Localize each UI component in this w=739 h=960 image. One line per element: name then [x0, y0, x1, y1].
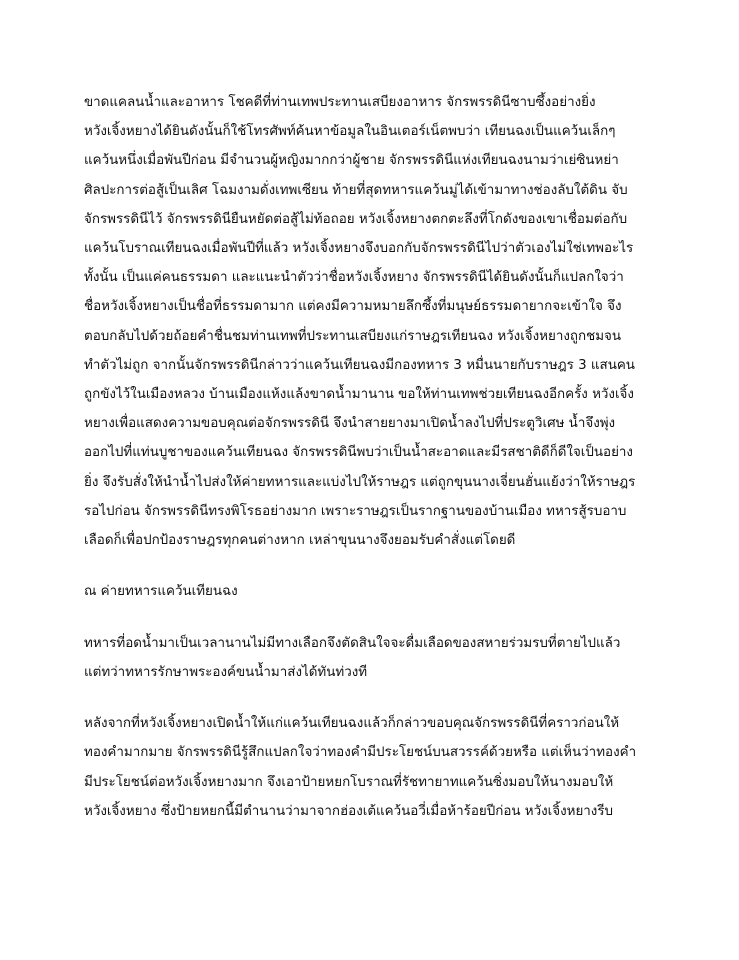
text-line: แคว้นหนึ่งเมื่อพันปีก่อน มีจำนวนผู้หญิงมากกว่าผู้ชาย จักรพรรดินีแห่งเทียนฉงนามว่าเย่ซินหย่า — [84, 153, 619, 169]
text-line: ทำตัวไม่ถูก จากนั้นจักรพรรดินีกล่าวว่าแคว้นเทียนฉงมีกองทหาร 3 หมื่นนายกับราษฎร 3 แสนคน — [84, 357, 635, 373]
text-line: ขาดแคลนน้ำและอาหาร โชคดีที่ท่านเทพประทานเสบียงอาหาร จักรพรรดินีซาบซึ้งอย่างยิ่ง — [84, 95, 596, 110]
text-line: เลือดก็เพื่อปกป้องราษฎรทุกคนต่างหาก เหล่าขุนนางจึงยอมรับคำสั่งแต่โดยดี — [84, 533, 516, 549]
text-line: ชื่อหวังเจิ้งหยางเป็นชื่อที่ธรรมดามาก แต่คงมีความหมายลึกซึ้งที่มนุษย์ธรรมดายากจะเข้าใจ จึง — [84, 299, 622, 315]
scene-heading: ณ ค่ายทหารแคว้นเทียนฉง — [84, 584, 238, 600]
paragraph-narrative — [84, 88, 679, 555]
text-line: ทั้งนั้น เป็นแค่คนธรรมดา และแนะนำตัวว่าชื่อหวังเจิ้งหยาง จักรพรรดินีได้ยินดังนั้นก็แปลกใจว่า — [84, 270, 624, 286]
text-line: ยิ่ง จึงรับสั่งให้นำน้ำไปส่งให้ค่ายทหารและแบ่งไปให้ราษฎร แต่ถูกขุนนางเจี่ยนฮั่นแย้งว่าให้ราษฎร — [84, 474, 636, 490]
text-line: หวังเจิ้งหยางได้ยินดังนั้นก็ใช้โทรศัพท์ค้นหาข้อมูลในอินเตอร์เน็ตพบว่า เทียนฉงเป็นแคว้นเล็กๆ — [84, 124, 616, 140]
text-line: หยางเพื่อแสดงความขอบคุณต่อจักรพรรดินี จึงนำสายยางมาเปิดน้ำลงไปที่ประตูวิเศษ น้ำจึงพุ่ง — [84, 416, 616, 432]
text-line: มีประโยชน์ต่อหวังเจิ้งหยางมาก จึงเอาป้ายหยกโบราณที่รัชทายาทแคว้นซิ่งมอบให้นางมอบให้ — [84, 774, 614, 790]
paragraph-scene-heading — [84, 577, 679, 606]
text-line: ทหารที่อดน้ำมาเป็นเวลานานไม่มีทางเลือกจึงตัดสินใจจะดื่มเลือดของสหายร่วมรบที่ตายไปแล้ว — [84, 635, 621, 651]
text-line: หลังจากที่หวังเจิ้งหยางเปิดน้ำให้แก่แคว้นเทียนฉงแล้วก็กล่าวขอบคุณจักรพรรดินีที่คราวก่อนให้ — [84, 716, 620, 732]
text-line: หวังเจิ้งหยาง ซึ่งป้ายหยกนี้มีตำนานว่ามาจากฮ่องเต้แคว้นอวี่เมื่อห้าร้อยปีก่อน หวังเจิ้งหยางรีบ — [84, 804, 614, 820]
text-line: ตอบกลับไปด้วยถ้อยคำชื่นชมท่านเทพที่ประทานเสบียงแก่ราษฎรเทียนฉง หวังเจิ้งหยางถูกชมจน — [84, 328, 622, 344]
text-line: ศิลปะการต่อสู้เป็นเลิศ โฉมงามดั่งเทพเซียน ท้ายที่สุดทหารแคว้นมู่ได้เข้ามาทางช่องลับใต้ดิน จับ — [84, 182, 628, 198]
paragraph-jade-tablet — [84, 709, 679, 826]
text-line: แต่ทว่าทหารรักษาพระองค์ขนน้ำมาส่งได้ทันท่วงที — [84, 664, 368, 680]
text-line: ออกไปที่แท่นบูชาของแคว้นเทียนฉง จักรพรรดินีพบว่าเป็นน้ำสะอาดและมีรสชาติดีก็ดีใจเป็นอย่าง — [84, 445, 633, 461]
text-line: รอไปก่อน จักรพรรดินีทรงพิโรธอย่างมาก เพราะราษฎรเป็นรากฐานของบ้านเมือง ทหารสู้รบอาบ — [84, 503, 627, 519]
paragraph-soldiers — [84, 629, 679, 688]
text-line: จักรพรรดินีไว้ จักรพรรดินียืนหยัดต่อสู้ไม่ท้อถอย หวังเจิ้งหยางตกตะลึงที่โกดังของเขาเชื่อมต่อกับ — [84, 211, 628, 227]
text-line: ถูกขังไว้ในเมืองหลวง บ้านเมืองแห้งแล้งขาดน้ำมานาน ขอให้ท่านเทพช่วยเทียนฉงอีกครั้ง หวังเจิ้ง — [84, 387, 634, 403]
text-line: แคว้นโบราณเทียนฉงเมื่อพันปีที่แล้ว หวังเจิ้งหยางจึงบอกกับจักรพรรดินีไปว่าตัวเองไม่ใช่เทพอะไร — [84, 241, 634, 257]
text-line: ทองคำมากมาย จักรพรรดินีรู้สึกแปลกใจว่าทองคำมีประโยชน์บนสวรรค์ด้วยหรือ แต่เห็นว่าทองคำ — [84, 745, 637, 761]
